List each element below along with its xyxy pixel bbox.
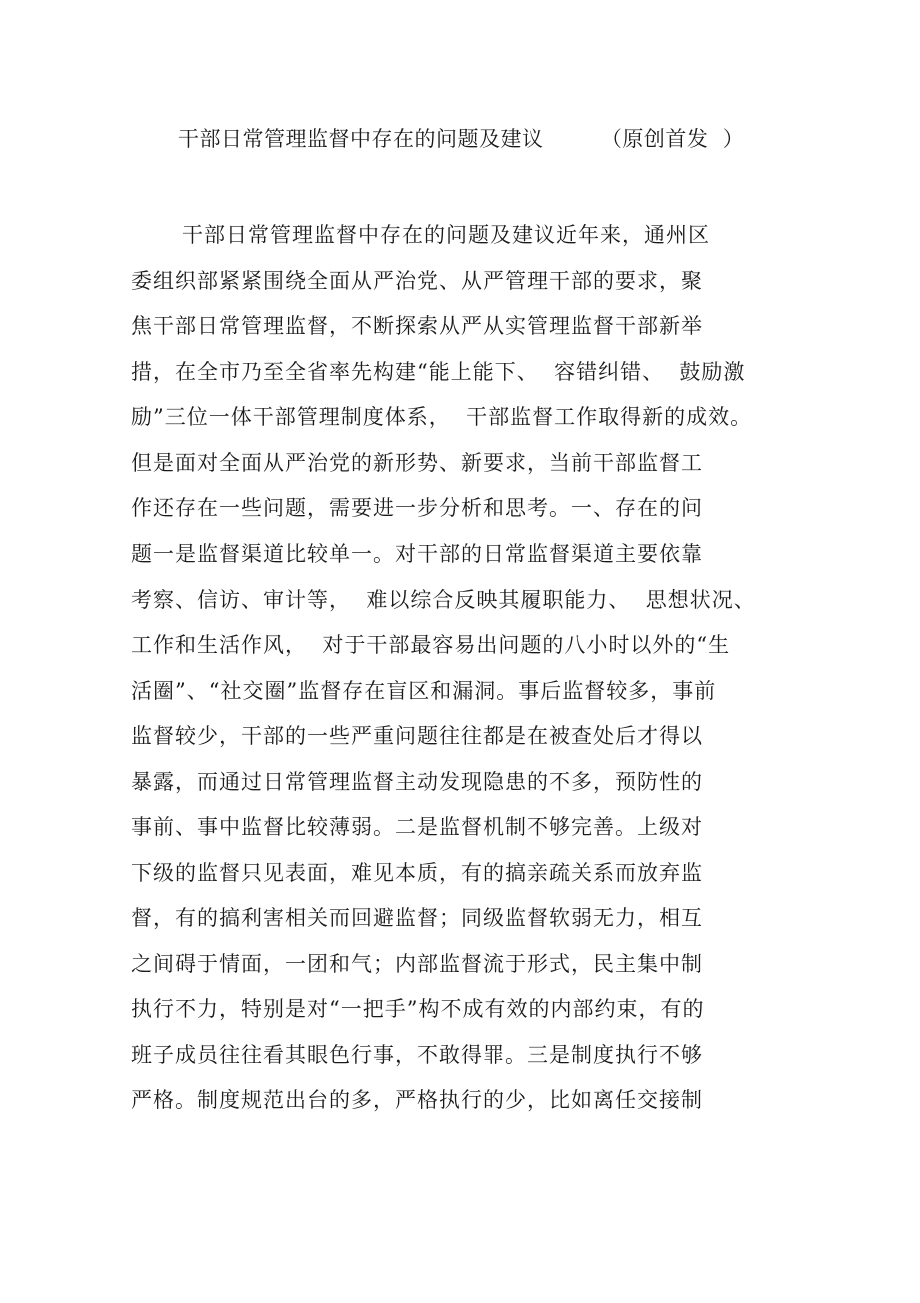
body-line: 题一是监督渠道比较单一。对干部的日常监督渠道主要依靠: [131, 542, 703, 566]
body-line: 委组织部紧紧围绕全面从严治党、从严管理干部的要求，聚: [131, 269, 703, 293]
body-line: 工作和生活作风， 对于干部最容易出问题的八小时以外的“生: [131, 633, 731, 657]
body-line: 监督较少，干部的一些严重问题往往都是在被查处后才得以: [131, 724, 703, 748]
body-line: 执行不力，特别是对“一把手”构不成有效的内部约束，有的: [131, 997, 705, 1021]
body-line: 考察、信访、审计等， 难以综合反映其履职能力、 思想状况、: [131, 588, 756, 612]
body-line: 励”三位一体干部管理制度体系， 干部监督工作取得新的成效。: [131, 405, 753, 429]
body-line: 但是面对全面从严治党的新形势、新要求，当前干部监督工: [131, 451, 703, 475]
body-line: 焦干部日常管理监督，不断探索从严从实管理监督干部新举: [131, 314, 703, 338]
document-title: 干部日常管理监督中存在的问题及建议 （原创首发 ）: [178, 127, 745, 151]
body-line: 班子成员往往看其眼色行事，不敢得罪。三是制度执行不够: [131, 1043, 703, 1067]
body-line: 事前、事中监督比较薄弱。二是监督机制不够完善。上级对: [131, 815, 703, 839]
body-line: 下级的监督只见表面，难见本质，有的搞亲疏关系而放弃监: [131, 861, 703, 885]
body-line: 干部日常管理监督中存在的问题及建议近年来，通州区: [182, 223, 710, 247]
body-line: 之间碍于情面，一团和气；内部监督流于形式，民主集中制: [131, 952, 703, 976]
body-line: 督，有的搞利害相关而回避监督；同级监督软弱无力，相互: [131, 906, 703, 930]
body-line: 活圈”、“社交圈”监督存在盲区和漏洞。事后监督较多，事前: [131, 679, 717, 703]
body-line: 严格。制度规范出台的多，严格执行的少，比如离任交接制: [131, 1088, 703, 1112]
body-line: 作还存在一些问题，需要进一步分析和思考。一、存在的问: [131, 496, 703, 520]
body-line: 措，在全市乃至全省率先构建“能上能下、 容错纠错、 鼓励激: [131, 360, 746, 384]
body-line: 暴露，而通过日常管理监督主动发现隐患的不多，预防性的: [131, 770, 703, 794]
